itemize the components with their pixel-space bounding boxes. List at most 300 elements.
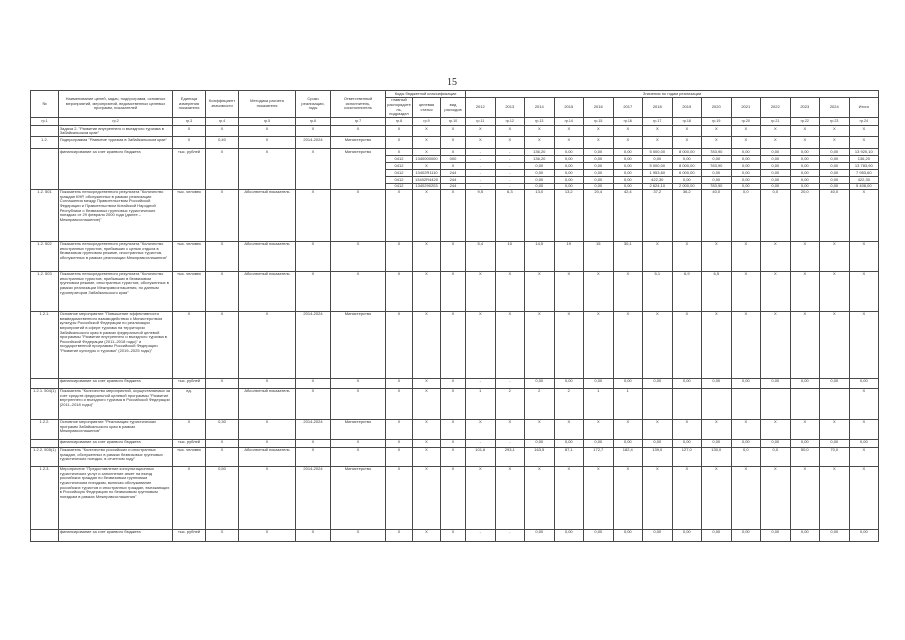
method-cell: Х: [239, 529, 296, 541]
year-value-cell: Х: [790, 126, 820, 137]
year-value-cell: 172,7: [584, 447, 614, 466]
year-value-cell: 0,00: [584, 170, 614, 177]
total-value-cell: Х: [849, 447, 879, 466]
executor-cell: Министерство: [331, 466, 386, 529]
unit-cell: тыс. рублей: [173, 378, 206, 388]
total-value-cell: Х: [849, 241, 879, 271]
total-value-cell: Х: [849, 271, 879, 311]
year-value-cell: 0,00: [613, 439, 643, 447]
year-value-cell: -: [495, 439, 525, 447]
year-value-cell: Х: [790, 466, 820, 529]
table-body: [31, 126, 879, 542]
year-value-cell: Х: [466, 311, 496, 378]
period-cell: Х: [296, 529, 331, 541]
year-value-cell: -: [495, 183, 525, 189]
row-name-cell: Задача 2. "Развитие внутреннего и въездного туризма в Забайкальском крае": [59, 126, 173, 137]
year-value-cell: 0,00: [525, 378, 555, 388]
year-value-cell: 0,00: [731, 183, 761, 189]
budget-code-cell: Х: [441, 271, 466, 311]
year-value-cell: 13,2: [554, 189, 584, 241]
year-value-cell: 0,00: [672, 177, 702, 183]
year-value-cell: 2: [495, 388, 525, 419]
year-value-cell: 1 953,60: [643, 170, 673, 177]
year-value-cell: 0,00: [554, 177, 584, 183]
header-year: 2014: [525, 98, 555, 118]
year-value-cell: Х: [584, 419, 614, 439]
year-value-cell: 1: [613, 388, 643, 419]
header-budget-code: вид расходов: [441, 98, 466, 118]
year-value-cell: 1: [466, 388, 496, 419]
table-row: [31, 529, 879, 541]
year-value-cell: Х: [466, 419, 496, 439]
year-value-cell: Х: [731, 126, 761, 137]
year-value-cell: Х: [554, 126, 584, 137]
budget-code-cell: Х: [441, 388, 466, 419]
year-value-cell: Х: [672, 126, 702, 137]
year-value-cell: 0,00: [731, 177, 761, 183]
year-value-cell: -: [466, 177, 496, 183]
budget-code-cell: Х: [386, 126, 413, 137]
year-value-cell: 0,00: [820, 439, 850, 447]
year-value-cell: 50,0: [790, 447, 820, 466]
row-name-cell: Основное мероприятие "Реализация туристических программ Забайкальского края в рамках Межправсоглашения": [59, 419, 173, 439]
unit-cell: тыс. человек: [173, 241, 206, 271]
year-value-cell: Х: [495, 419, 525, 439]
year-value-cell: Х: [761, 311, 791, 378]
year-value-cell: 130,0: [702, 447, 732, 466]
budget-code-cell: 0412: [386, 156, 413, 163]
year-value-cell: 0,00: [525, 177, 555, 183]
year-value-cell: Х: [613, 419, 643, 439]
weight-cell: Х: [206, 126, 239, 137]
table-row: [31, 439, 879, 447]
year-value-cell: Х: [790, 419, 820, 439]
period-cell: Х: [296, 388, 331, 419]
table-row: [31, 311, 879, 378]
year-value-cell: Х: [820, 126, 850, 137]
year-value-cell: 37,2: [643, 189, 673, 241]
year-value-cell: -: [466, 529, 496, 541]
budget-code-cell: 13402R1110: [413, 170, 441, 177]
year-value-cell: Х: [820, 466, 850, 529]
year-value-cell: -: [466, 439, 496, 447]
year-value-cell: 0,00: [790, 149, 820, 156]
budget-code-cell: Х: [441, 137, 466, 149]
row-number-cell: [31, 378, 59, 388]
budget-code-cell: Х: [386, 529, 413, 541]
year-value-cell: 127,0: [672, 447, 702, 466]
year-value-cell: 0,00: [702, 439, 732, 447]
year-value-cell: 0,00: [554, 439, 584, 447]
row-number-cell: 1.2.2. 505(1): [31, 447, 59, 466]
year-value-cell: Х: [731, 241, 761, 271]
year-value-cell: 0,00: [761, 149, 791, 156]
year-value-cell: 139,0: [643, 447, 673, 466]
year-value-cell: [702, 388, 732, 419]
method-cell: Х: [239, 378, 296, 388]
year-value-cell: 0,00: [731, 170, 761, 177]
executor-cell: Х: [331, 189, 386, 241]
year-value-cell: Х: [820, 419, 850, 439]
year-value-cell: 0,00: [584, 529, 614, 541]
header-number: №: [31, 91, 59, 118]
row-name-cell: финансирование за счет краевого бюджета: [59, 529, 173, 541]
year-value-cell: 20,0: [790, 189, 820, 241]
header-year: 2013: [495, 98, 525, 118]
year-value-cell: 0,00: [584, 183, 614, 189]
period-cell: Х: [296, 149, 331, 190]
header-budget-code: целевая статья: [413, 98, 441, 118]
year-value-cell: Х: [466, 271, 496, 311]
year-value-cell: 0,00: [643, 529, 673, 541]
year-value-cell: 0,00: [790, 156, 820, 163]
method-cell: Х: [239, 126, 296, 137]
year-value-cell: 0,00: [672, 439, 702, 447]
year-value-cell: 0,00: [554, 170, 584, 177]
year-value-cell: 0,00: [761, 156, 791, 163]
year-value-cell: 0,00: [820, 378, 850, 388]
year-value-cell: 0,00: [525, 163, 555, 170]
year-value-cell: 0,00: [731, 163, 761, 170]
column-number: гр.9: [413, 118, 441, 126]
header-method: Методика расчета показателя: [239, 91, 296, 118]
year-value-cell: 0,00: [761, 183, 791, 189]
budget-code-cell: Х: [413, 419, 441, 439]
period-cell: Х: [296, 189, 331, 241]
year-value-cell: Х: [643, 126, 673, 137]
total-value-cell: Х: [849, 419, 879, 439]
budget-code-cell: 0412: [386, 183, 413, 189]
year-value-cell: 10: [495, 241, 525, 271]
year-value-cell: 5,4: [466, 241, 496, 271]
year-value-cell: Х: [672, 466, 702, 529]
table-row: [31, 241, 879, 271]
column-number: гр.4: [206, 118, 239, 126]
year-value-cell: 0,00: [554, 529, 584, 541]
year-value-cell: Х: [525, 466, 555, 529]
header-year: 2022: [761, 98, 791, 118]
year-value-cell: 0,00: [554, 156, 584, 163]
year-value-cell: 0,00: [731, 378, 761, 388]
year-value-cell: 0,00: [820, 177, 850, 183]
year-value-cell: 87,1: [554, 447, 584, 466]
total-value-cell: 5 408,00: [849, 183, 879, 189]
year-value-cell: 0,00: [584, 163, 614, 170]
year-value-cell: 0,00: [761, 163, 791, 170]
column-number-row: [31, 118, 879, 126]
year-value-cell: 0,00: [613, 156, 643, 163]
year-value-cell: Х: [643, 419, 673, 439]
year-value-cell: Х: [495, 137, 525, 149]
year-value-cell: Х: [613, 311, 643, 378]
total-value-cell: 13 783,90: [849, 163, 879, 170]
row-name-cell: финансирование за счет краевого бюджета: [59, 439, 173, 447]
budget-code-cell: Х: [441, 466, 466, 529]
unit-cell: тыс. человек: [173, 189, 206, 241]
executor-cell: Х: [331, 529, 386, 541]
year-value-cell: 0,00: [820, 163, 850, 170]
year-value-cell: Х: [495, 466, 525, 529]
year-value-cell: 0,00: [643, 439, 673, 447]
year-value-cell: 5 000,00: [643, 163, 673, 170]
year-value-cell: 0,00: [613, 177, 643, 183]
executor-cell: Х: [331, 271, 386, 311]
year-value-cell: 0,00: [613, 149, 643, 156]
year-value-cell: 0,00: [584, 149, 614, 156]
year-value-cell: Х: [702, 466, 732, 529]
budget-code-cell: Х: [386, 271, 413, 311]
year-value-cell: Х: [554, 271, 584, 311]
period-cell: Х: [296, 439, 331, 447]
period-cell: Х: [296, 241, 331, 271]
weight-cell: Х: [206, 529, 239, 541]
year-value-cell: -: [495, 378, 525, 388]
year-value-cell: 0,00: [554, 163, 584, 170]
total-value-cell: 0,00: [849, 378, 879, 388]
year-value-cell: Х: [495, 311, 525, 378]
total-value-cell: 0,00: [849, 529, 879, 541]
budget-code-cell: Х: [413, 149, 441, 156]
year-value-cell: -: [466, 156, 496, 163]
year-value-cell: 101,6: [466, 447, 496, 466]
year-value-cell: 0,00: [584, 439, 614, 447]
budget-code-cell: 244: [441, 183, 466, 189]
header-row: [31, 91, 879, 98]
year-value-cell: 136,20: [525, 149, 555, 156]
year-value-cell: [820, 388, 850, 419]
year-value-cell: Х: [525, 137, 555, 149]
year-value-cell: Х: [820, 137, 850, 149]
year-value-cell: 19: [554, 241, 584, 271]
column-number: гр.8: [386, 118, 413, 126]
header-year: 2016: [584, 98, 614, 118]
budget-code-cell: Х: [413, 241, 441, 271]
weight-cell: Х: [206, 271, 239, 311]
year-value-cell: 0,00: [613, 529, 643, 541]
year-value-cell: Х: [554, 137, 584, 149]
year-value-cell: Х: [643, 137, 673, 149]
budget-code-cell: 000: [441, 156, 466, 163]
period-cell: Х: [296, 378, 331, 388]
budget-code-cell: Х: [386, 388, 413, 419]
header-year: 2021: [731, 98, 761, 118]
year-value-cell: Х: [761, 466, 791, 529]
year-value-cell: 6 000,00: [672, 170, 702, 177]
unit-cell: Х: [173, 137, 206, 149]
year-value-cell: Х: [613, 466, 643, 529]
column-number: гр.15: [584, 118, 614, 126]
year-value-cell: 163,5: [525, 447, 555, 466]
method-cell: Абсолютный показатель: [239, 241, 296, 271]
indicators-table: [30, 90, 879, 542]
method-cell: Абсолютный показатель: [239, 388, 296, 419]
year-value-cell: 2: [554, 388, 584, 419]
year-value-cell: -: [495, 170, 525, 177]
budget-code-cell: 0412: [386, 170, 413, 177]
year-value-cell: Х: [584, 311, 614, 378]
year-value-cell: 14,5: [525, 241, 555, 271]
budget-code-cell: Х: [386, 419, 413, 439]
year-value-cell: Х: [525, 126, 555, 137]
year-value-cell: 2 000,00: [672, 183, 702, 189]
year-value-cell: Х: [761, 241, 791, 271]
year-value-cell: Х: [466, 466, 496, 529]
year-value-cell: Х: [554, 466, 584, 529]
year-value-cell: Х: [554, 311, 584, 378]
weight-cell: Х: [206, 311, 239, 378]
year-value-cell: 0,00: [525, 170, 555, 177]
year-value-cell: 0,00: [554, 378, 584, 388]
year-value-cell: -: [495, 529, 525, 541]
header-year: 2020: [702, 98, 732, 118]
column-number: гр.6: [296, 118, 331, 126]
row-number-cell: [31, 529, 59, 541]
method-cell: Х: [239, 466, 296, 529]
year-value-cell: Х: [820, 241, 850, 271]
header-year: 2023: [790, 98, 820, 118]
column-number: гр.17: [643, 118, 673, 126]
budget-code-cell: Х: [386, 149, 413, 156]
year-value-cell: 0,00: [731, 529, 761, 541]
budget-code-cell: 13402R4420: [413, 177, 441, 183]
year-value-cell: Х: [584, 466, 614, 529]
year-value-cell: Х: [731, 137, 761, 149]
unit-cell: тыс. рублей: [173, 529, 206, 541]
budget-code-cell: Х: [413, 378, 441, 388]
year-value-cell: 6,9: [672, 271, 702, 311]
year-value-cell: 0,00: [702, 378, 732, 388]
method-cell: Х: [239, 419, 296, 439]
period-cell: 2014-2024: [296, 137, 331, 149]
budget-code-cell: Х: [441, 378, 466, 388]
executor-cell: Министерство: [331, 137, 386, 149]
year-value-cell: 0,00: [820, 183, 850, 189]
weight-cell: 0,30: [206, 419, 239, 439]
year-value-cell: 182,4: [613, 447, 643, 466]
year-value-cell: [731, 388, 761, 419]
total-value-cell: 0,00: [849, 439, 879, 447]
weight-cell: Х: [206, 447, 239, 466]
year-value-cell: Х: [702, 126, 732, 137]
year-value-cell: Х: [702, 311, 732, 378]
executor-cell: Министерство: [331, 311, 386, 378]
row-number-cell: 1.2. 503: [31, 271, 59, 311]
year-value-cell: Х: [525, 271, 555, 311]
year-value-cell: 2 624,10: [643, 183, 673, 189]
year-value-cell: 422,30: [643, 177, 673, 183]
budget-code-cell: Х: [413, 137, 441, 149]
budget-code-cell: Х: [386, 439, 413, 447]
budget-code-cell: Х: [413, 439, 441, 447]
row-name-cell: Показатель "Количество российских и иностранных граждан, обслуженных в рамках безвизовых групповых туристических поездок, в отчетном году": [59, 447, 173, 466]
unit-cell: тыс. человек: [173, 447, 206, 466]
year-value-cell: 0,00: [731, 156, 761, 163]
header-year: 2012: [466, 98, 496, 118]
row-number-cell: 1.2.3.: [31, 466, 59, 529]
weight-cell: Х: [206, 439, 239, 447]
executor-cell: Министерство: [331, 149, 386, 190]
year-value-cell: 30,1: [613, 241, 643, 271]
budget-code-cell: Х: [413, 447, 441, 466]
year-value-cell: 0,00: [761, 529, 791, 541]
column-number: гр.3: [173, 118, 206, 126]
total-value-cell: Х: [849, 126, 879, 137]
year-value-cell: Х: [584, 137, 614, 149]
total-value-cell: Х: [849, 311, 879, 378]
year-value-cell: 0,00: [584, 378, 614, 388]
column-number: гр.10: [441, 118, 466, 126]
year-value-cell: 9,5: [466, 189, 496, 241]
unit-cell: тыс. человек: [173, 271, 206, 311]
row-name-cell: Мероприятие "Предоставление консультационных туристических услуг и заполнение анкет на въезд российских граждан по безвизовым групповым туристическим поездкам, включая обслуживание российских туристов и иностранных граждан, въезжающих в Российскую Федерацию по безвизовым групповым поездкам в рамках Межправсоглашения": [59, 466, 173, 529]
year-value-cell: 0,00: [525, 183, 555, 189]
year-value-cell: 0,00: [820, 149, 850, 156]
year-value-cell: Х: [790, 137, 820, 149]
period-cell: Х: [296, 271, 331, 311]
year-value-cell: 136,20: [525, 156, 555, 163]
row-name-cell: финансирование за счет краевого бюджета: [59, 149, 173, 190]
method-cell: Х: [239, 149, 296, 190]
budget-code-cell: 1340290203: [413, 183, 441, 189]
total-value-cell: 7 953,60: [849, 170, 879, 177]
budget-code-cell: Х: [441, 126, 466, 137]
budget-code-cell: Х: [441, 439, 466, 447]
budget-code-cell: Х: [413, 529, 441, 541]
budget-code-cell: Х: [413, 163, 441, 170]
header-weight: Коэффициент значимости: [206, 91, 239, 118]
year-value-cell: 6,5: [702, 271, 732, 311]
year-value-cell: [643, 388, 673, 419]
year-value-cell: 20,4: [584, 189, 614, 241]
header-budget-codes: Коды бюджетной классификации: [386, 91, 466, 98]
year-value-cell: 0,00: [584, 156, 614, 163]
unit-cell: тыс. рублей: [173, 439, 206, 447]
year-value-cell: 0,00: [613, 170, 643, 177]
year-value-cell: Х: [466, 126, 496, 137]
column-number: гр.12: [495, 118, 525, 126]
table-row: [31, 388, 879, 419]
period-cell: 2014-2024: [296, 311, 331, 378]
row-name-cell: Показатель непосредственного результата "Количество иностранных туристов, прибывших с целью отдыха в безвизовом групповом режиме, иностранных туристов, обслуженных в рамках реализации Межправсоглашения": [59, 241, 173, 271]
year-value-cell: Х: [761, 271, 791, 311]
year-value-cell: Х: [613, 126, 643, 137]
year-value-cell: 6,3: [495, 189, 525, 241]
year-value-cell: 783,90: [702, 163, 732, 170]
year-value-cell: Х: [702, 241, 732, 271]
year-value-cell: 0,00: [790, 170, 820, 177]
table-row: [31, 378, 879, 388]
year-value-cell: [790, 388, 820, 419]
year-value-cell: Х: [790, 311, 820, 378]
budget-code-cell: Х: [386, 378, 413, 388]
executor-cell: Х: [331, 388, 386, 419]
header-total: Итого: [849, 98, 879, 118]
year-value-cell: 13,0: [525, 189, 555, 241]
year-value-cell: Х: [554, 419, 584, 439]
column-number: гр.24: [849, 118, 879, 126]
budget-code-cell: Х: [413, 466, 441, 529]
budget-code-cell: Х: [441, 163, 466, 170]
year-value-cell: 70,0: [820, 447, 850, 466]
header-period: Сроки реализации, годы: [296, 91, 331, 118]
year-value-cell: 0,00: [672, 378, 702, 388]
column-number: гр.18: [672, 118, 702, 126]
year-value-cell: 0,0: [731, 447, 761, 466]
year-value-cell: 783,90: [702, 183, 732, 189]
year-value-cell: Х: [584, 126, 614, 137]
year-value-cell: 0,00: [761, 170, 791, 177]
unit-cell: ед.: [173, 388, 206, 419]
